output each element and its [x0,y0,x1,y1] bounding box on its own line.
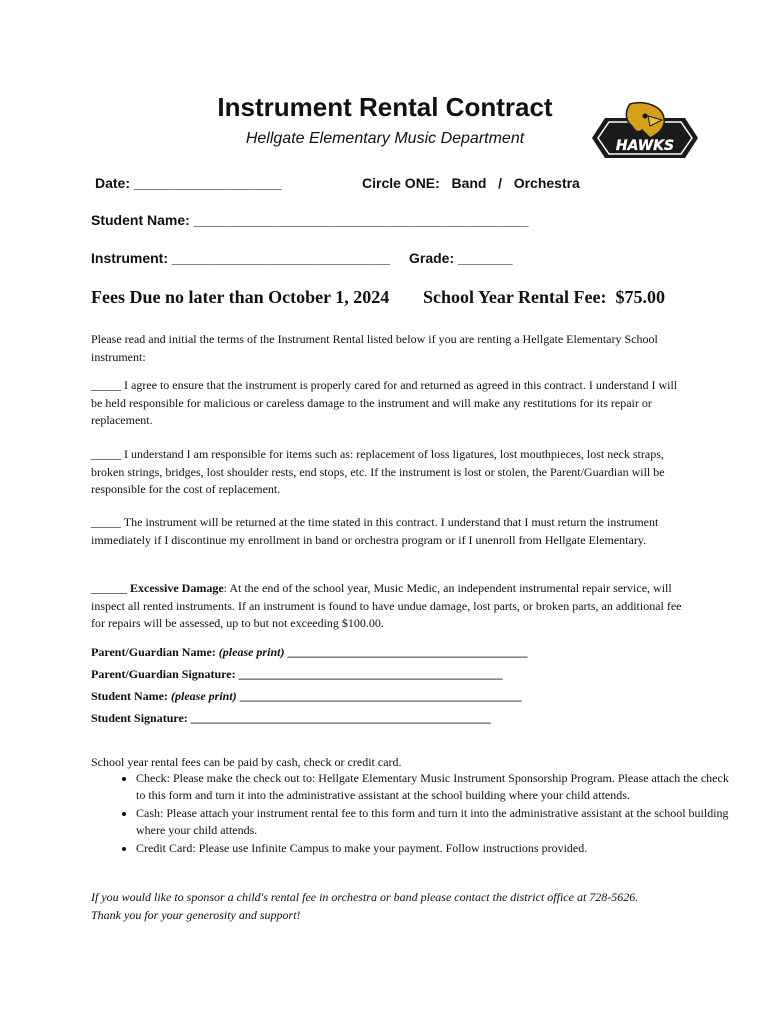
sponsor-note [91,888,691,924]
hawks-logo [590,100,700,170]
term-return-paragraph: _____ The instrument will be returned at the time stated in this contract. I understand that I must return the instrument immediately if I discontinue my enrollment in band or orchestra program or if I unenroll from Hellgate Elementary. [91,515,659,547]
payment-credit-card-item: • Credit Card: Please use Infinite Campus to make your payment. Follow instructions provided. [136,840,736,857]
hawk-mascot-icon [590,100,700,170]
page-subtitle: Hellgate Elementary Music Department [245,130,525,147]
student-signature-field[interactable]: Student Signature: __________________________________________________ [91,711,491,725]
instrument-field[interactable]: Instrument: ____________________________ [91,250,390,266]
sponsor-line: If you would like to sponsor a child's rental fee in orchestra or band please contact the district office at 728-5626. [91,890,639,904]
initial-blank[interactable]: ______ [91,581,130,595]
payment-methods-list [91,770,736,859]
student-print-name-field[interactable]: Student Name: (please print) _______________________________________________ [91,689,522,703]
damage-text: : At the end of the school year, Music Medic, an independent instrumental repair service, will inspect all rented instruments. If an instrument is found to have undue damage, lost parts, or broken parts, an additional fee for repairs will be assessed, up to but not exceeding $100.00. [91,581,682,630]
payment-check-item: • Check: Please make the check out to: Hellgate Elementary Music Instrument Sponsorship Program. Please attach the check to this form and turn it into the administrative assistant at the school building where your child attends. [136,770,736,803]
circle-one-choice[interactable]: Circle ONE: Band / Orchestra [362,175,580,191]
page-title: Instrument Rental Contract [217,92,553,122]
payment-cash-item: • Cash: Please attach your instrument rental fee to this form and turn it into the administrative assistant at the school building where your child attends. [136,805,736,838]
logo-text: HAWKS [615,138,675,154]
term-damage-paragraph [91,580,691,633]
parent-name-field[interactable]: Parent/Guardian Name: (please print) ________________________________________ [91,645,528,659]
fees-due-heading: Fees Due no later than October 1, 2024 [91,287,390,307]
excessive-damage-label: Excessive Damage [130,581,224,595]
term-care-paragraph: _____ I agree to ensure that the instrument is properly cared for and returned as agreed in this contract. I understand I will be held responsible for malicious or careless damage to the instrument and will make any restitutions for its repair or replacement. [91,378,678,427]
term-items-paragraph: _____ I understand I am responsible for items such as: replacement of loss ligatures, lost mouthpieces, lost neck straps, broken strings, bridges, lost shoulder rests, end stops, etc. If the instrument is lost or stolen, the Parent/Guardian will be responsible for the cost of replacement. [91,447,665,496]
rental-fee-heading: School Year Rental Fee: $75.00 [423,287,665,307]
parent-signature-field[interactable]: Parent/Guardian Signature: ____________________________________________ [91,667,503,681]
date-field[interactable]: Date: ___________________ [95,175,282,191]
thank-you-line: Thank you for your generosity and support! [91,908,301,922]
intro-paragraph: Please read and initial the terms of the Instrument Rental listed below if you are renting a Hellgate Elementary School instrument: [91,332,658,364]
grade-field[interactable]: Grade: _______ [409,250,513,266]
payment-intro: School year rental fees can be paid by cash, check or credit card. [91,755,402,769]
student-name-field[interactable]: Student Name: ___________________________________________ [91,212,529,228]
